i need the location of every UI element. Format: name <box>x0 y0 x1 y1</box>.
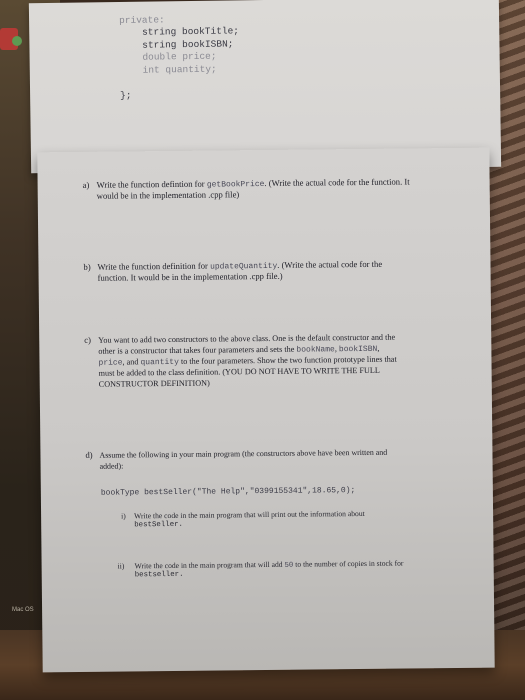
question-a-label: a) <box>82 179 90 190</box>
subquestion-ii-text: Write the code in the main program that will add <box>134 559 285 571</box>
question-a <box>82 176 483 201</box>
question-c-line2-comma: , <box>377 343 380 353</box>
question-c-code-price: price <box>98 358 123 368</box>
question-c-line3-and: , and <box>122 357 141 367</box>
question-c-line3-text: to the four parameters. Show the two function prototype lines that <box>178 354 397 366</box>
code-line-booktitle: string bookTitle; <box>119 25 240 39</box>
question-a-line2: would be in the implementation .cpp file) <box>96 189 240 201</box>
question-c-label: c) <box>84 334 91 345</box>
question-c-line2-sep: , <box>334 344 339 354</box>
question-a-text-post: . (Write the actual code for the function. It <box>264 176 410 189</box>
code-line-price: double price; <box>119 50 217 64</box>
question-c-line5: CONSTRUCTOR DEFINITION) <box>98 378 210 389</box>
question-d-line2: added): <box>99 461 124 471</box>
subquestion-i-label: i) <box>121 511 126 521</box>
question-c-code-quantity: quantity <box>140 357 179 368</box>
question-c-line1: You want to add two constructors to the above class. One is the default constructor and the <box>98 332 396 345</box>
corner-mark: Mac OS <box>12 607 34 613</box>
code-line-quantity: int quantity; <box>119 63 217 76</box>
subquestion-ii-text-post: to the number of copies in stock for <box>293 558 404 569</box>
question-a-text: Write the function defintion for <box>96 178 207 190</box>
question-d-label: d) <box>85 449 93 460</box>
bestseller-declaration-code: bookType bestSeller("The Help","0399155341",18.65,0); <box>100 486 356 498</box>
class-code-block <box>119 0 240 114</box>
subquestion-ii-number: 50 <box>284 561 294 570</box>
question-d <box>85 446 485 471</box>
code-line-close: }; <box>120 89 132 101</box>
subquestion-ii-line2: bestseller. <box>134 570 184 580</box>
question-b-line2: function. It would be in the implementation .cpp file.) <box>97 270 283 283</box>
question-c-line4: must be added to the class definition. (YOU DO NOT HAVE TO WRITE THE FULL <box>98 365 380 378</box>
question-c-code-bookisbn: bookISBN <box>338 344 378 355</box>
question-b-code: updateQuantity <box>210 261 278 272</box>
question-a-code: getBookPrice <box>206 180 265 190</box>
subquestion-i-line1: Write the code in the main program that will print out the information about <box>134 508 365 521</box>
question-d-line1: Assume the following in your main program (the constructors above have been written and <box>99 447 388 460</box>
question-c-code-bookname: bookName <box>296 345 335 355</box>
question-c <box>84 331 484 389</box>
main-paper-sheet <box>37 148 494 673</box>
question-b-text: Write the function definition for <box>97 260 211 272</box>
chair-green-object <box>12 36 22 46</box>
subquestion-i-line2: bestSeller. <box>134 520 184 530</box>
subquestion-ii-label: ii) <box>117 561 125 571</box>
code-line-bookisbn: string bookISBN; <box>119 37 234 51</box>
question-b-text-post: . (Write the actual code for the <box>277 258 383 270</box>
question-b-label: b) <box>83 261 91 272</box>
question-b <box>83 258 483 283</box>
question-c-line2-text: other is a constructor that takes four parameters and sets the <box>98 344 297 356</box>
code-line-private: private: <box>119 13 165 26</box>
